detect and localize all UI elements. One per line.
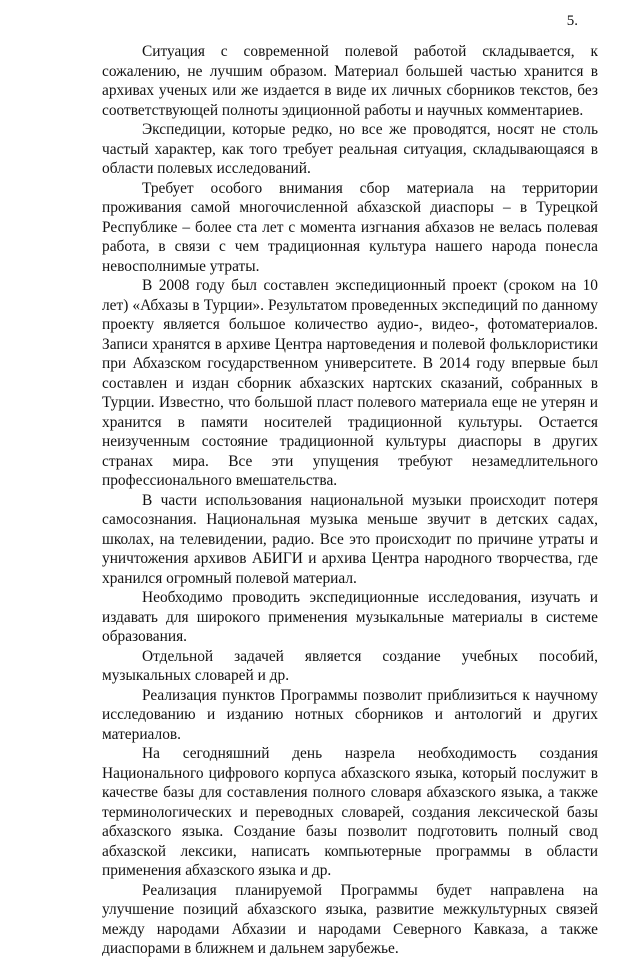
paragraph-research-need: Необходимо проводить экспедиционные исследования, изучать и издавать для широкого применения музыкальные материалы в системе образования.: [102, 589, 598, 645]
paragraph-digital-corpus: На сегодняшний день назрела необходимость создания Национального цифрового корпуса абхазского языка, который послужит в качестве базы для составления полного словаря абхазского языка, а также терминологических и переводных словарей, создания лексической базы абхазского языка. Создание базы позволит подготовить полный свод абхазской лексики, написать компьютерные программы в области применения абхазского языка и др.: [102, 745, 598, 879]
paragraph-national-music: В части использования национальной музыки происходит потеря самосознания. Национальная музыка меньше звучит в детских садах, школах, на телевидении, радио. Все это происходит по причине утраты и уничтожения архивов АБИГИ и архива Центра народного творчества, где хранился огромный полевой материал.: [102, 491, 598, 587]
document-body: [102, 42, 598, 959]
paragraph-textbooks: Отдельной задачей является создание учебных пособий, музыкальных словарей и др.: [102, 647, 598, 684]
paragraph-expeditions: Экспедиции, которые редко, но все же проводятся, носят не столь частый характер, как того требует реальная ситуация, складывающаяся в области полевых исследований.: [102, 121, 598, 177]
paragraph-2008-project: В 2008 году был составлен экспедиционный проект (сроком на 10 лет) «Абхазы в Турции». Результатом проведенных экспедиций по данному проекту является большое количество аудио-, видео-, фотоматериалов. Записи хранятся в архиве Центра нартоведения и полевой фольклористики при Абхазском государственном университете. В 2014 году впервые был составлен и издан сборник абхазских нартских сказаний, собранных в Турции. Известно, что большой пласт полевого материала еще не утерян и хранится в памяти носителей традиционной культуры. Остается неизученным состояние традиционной культуры диаспоры в других странах мира. Все эти упущения требуют незамедлительного профессионального вмешательства.: [102, 277, 598, 489]
paragraph-field-work: Ситуация с современной полевой работой складывается, к сожалению, не лучшим образом. Материал большей частью хранится в архивах ученых или же издается в виде их личных сборников текстов, без соответствующей полноты эдиционной работы и научных комментариев.: [102, 43, 598, 119]
paragraph-program-goals: Реализация планируемой Программы будет направлена на улучшение позиций абхазского языка, развитие межкультурных связей между народами Абхазии и народами Северного Кавказа, а также диаспорами в ближнем и дальнем зарубежье.: [102, 881, 598, 957]
paragraph-turkey-diaspora: Требует особого внимания сбор материала на территории проживания самой многочисленной абхазской диаспоры – в Турецкой Республике – более ста лет с момента изгнания абхазов не велась полевая работа, в связи с чем традиционная культура нашего народа понесла невосполнимые утраты.: [102, 179, 598, 275]
page-number: 5.: [566, 13, 578, 29]
paragraph-program-implementation: Реализация пунктов Программы позволит приблизиться к научному исследованию и изданию нотных сборников и антологий и других материалов.: [102, 686, 598, 743]
